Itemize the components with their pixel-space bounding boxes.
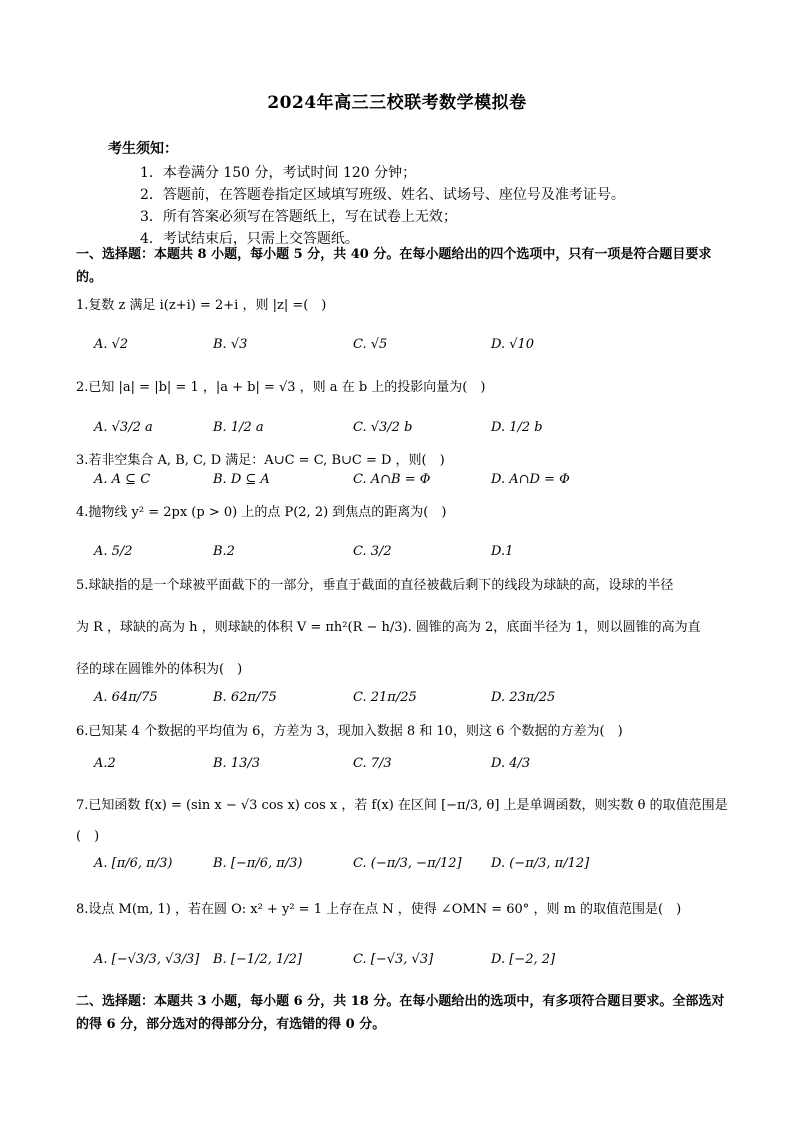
q3-option-c: C. A∩B = Φ <box>353 472 431 487</box>
q6-option-b: B. 13/3 <box>213 756 261 771</box>
notice-item-2: 2．答题前，在答题卷指定区域填写班级、姓名、试场号、座位号及准考证号。 <box>140 187 625 203</box>
section-1-heading: 一、选择题：本题共 8 小题，每小题 5 分，共 40 分。在每小题给出的四个选项中，只有一项是符合题目要求的。 <box>76 247 712 285</box>
q8-option-c: C. [−√3, √3] <box>353 952 434 967</box>
notice-item-3: 3．所有答案必须写在答题纸上，写在试卷上无效； <box>140 209 457 225</box>
question-5-line-1: 5.球缺指的是一个球被平面截下的一部分，垂直于截面的直径被截后剩下的线段为球缺的高，设球的半径 <box>76 578 674 593</box>
q7-option-d: D. (−π/3, π/12] <box>491 856 590 871</box>
q4-option-a: A. 5/2 <box>94 544 133 559</box>
q2-option-b: B. 1/2 a <box>213 420 264 435</box>
q8-option-a: A. [−√3/3, √3/3] <box>94 952 200 967</box>
q2-option-c: C. √3/2 b <box>353 420 413 435</box>
q1-option-a: A. √2 <box>94 337 129 352</box>
notice-item-1: 1．本卷满分 150 分，考试时间 120 分钟； <box>140 165 417 181</box>
question-7-line-2: ( ) <box>76 829 100 844</box>
q7-option-c: C. (−π/3, −π/12] <box>353 856 462 871</box>
notice-item-4: 4．考试结束后，只需上交答题纸。 <box>140 231 359 247</box>
section-2-heading: 二、选择题：本题共 3 小题，每小题 6 分，共 18 分。在每小题给出的选项中，有多项符合题目要求。全部选对的得 6 分，部分选对的得部分分，有选错的得 0 分。 <box>76 994 725 1032</box>
question-7-line-1: 7.已知函数 f(x) = (sin x − √3 cos x) cos x ，若 f(x) 在区间 [−π/3, θ] 上是单调函数，则实数 θ 的取值范围是 <box>76 798 728 813</box>
q4-option-b: B.2 <box>213 544 235 559</box>
question-2-stem: 2.已知 |a| = |b| = 1 ，|a + b| = √3 ，则 a 在 b 上的投影向量为( ) <box>76 380 486 395</box>
q1-option-c: C. √5 <box>353 337 388 352</box>
q6-option-c: C. 7/3 <box>353 756 392 771</box>
notice-heading: 考生须知： <box>108 141 178 157</box>
question-3-stem: 3.若非空集合 A, B, C, D 满足：A∪C = C, B∪C = D ，则( ) <box>76 453 445 468</box>
q4-option-d: D.1 <box>491 544 514 559</box>
page-title: 2024年高三三校联考数学模拟卷 <box>267 93 527 113</box>
q8-option-d: D. [−2, 2] <box>491 952 556 967</box>
q6-option-d: D. 4/3 <box>491 756 531 771</box>
q5-option-a: A. 64π/75 <box>94 690 158 705</box>
q5-option-c: C. 21π/25 <box>353 690 417 705</box>
q7-option-a: A. [π/6, π/3) <box>94 856 173 871</box>
q3-option-a: A. A ⊆ C <box>94 472 151 487</box>
q1-option-b: B. √3 <box>213 337 248 352</box>
q3-option-b: B. D ⊆ A <box>213 472 270 487</box>
q3-option-d: D. A∩D = Φ <box>491 472 570 487</box>
q2-option-d: D. 1/2 b <box>491 420 543 435</box>
q2-option-a: A. √3/2 a <box>94 420 153 435</box>
q5-option-b: B. 62π/75 <box>213 690 277 705</box>
question-5-line-3: 径的球在圆锥外的体积为( ) <box>76 662 243 677</box>
q4-option-c: C. 3/2 <box>353 544 392 559</box>
q5-option-d: D. 23π/25 <box>491 690 556 705</box>
question-6-stem: 6.已知某 4 个数据的平均值为 6，方差为 3，现加入数据 8 和 10，则这 6 个数据的方差为( ) <box>76 724 623 739</box>
q1-option-d: D. √10 <box>491 337 535 352</box>
question-1-stem: 1.复数 z 满足 i(z+i) = 2+i ，则 |z| =( ) <box>76 298 327 313</box>
q7-option-b: B. [−π/6, π/3) <box>213 856 303 871</box>
q6-option-a: A.2 <box>94 756 116 771</box>
question-4-stem: 4.抛物线 y² = 2px (p > 0) 上的点 P(2, 2) 到焦点的距离为( ) <box>76 505 447 520</box>
question-5-line-2: 为 R ，球缺的高为 h ，则球缺的体积 V = πh²(R − h/3). 圆锥的高为 2，底面半径为 1，则以圆锥的高为直 <box>76 620 701 635</box>
q8-option-b: B. [−1/2, 1/2] <box>213 952 302 967</box>
question-8-stem: 8.设点 M(m, 1) ，若在圆 O: x² + y² = 1 上存在点 N ，使得 ∠OMN = 60° ，则 m 的取值范围是( ) <box>76 902 682 917</box>
